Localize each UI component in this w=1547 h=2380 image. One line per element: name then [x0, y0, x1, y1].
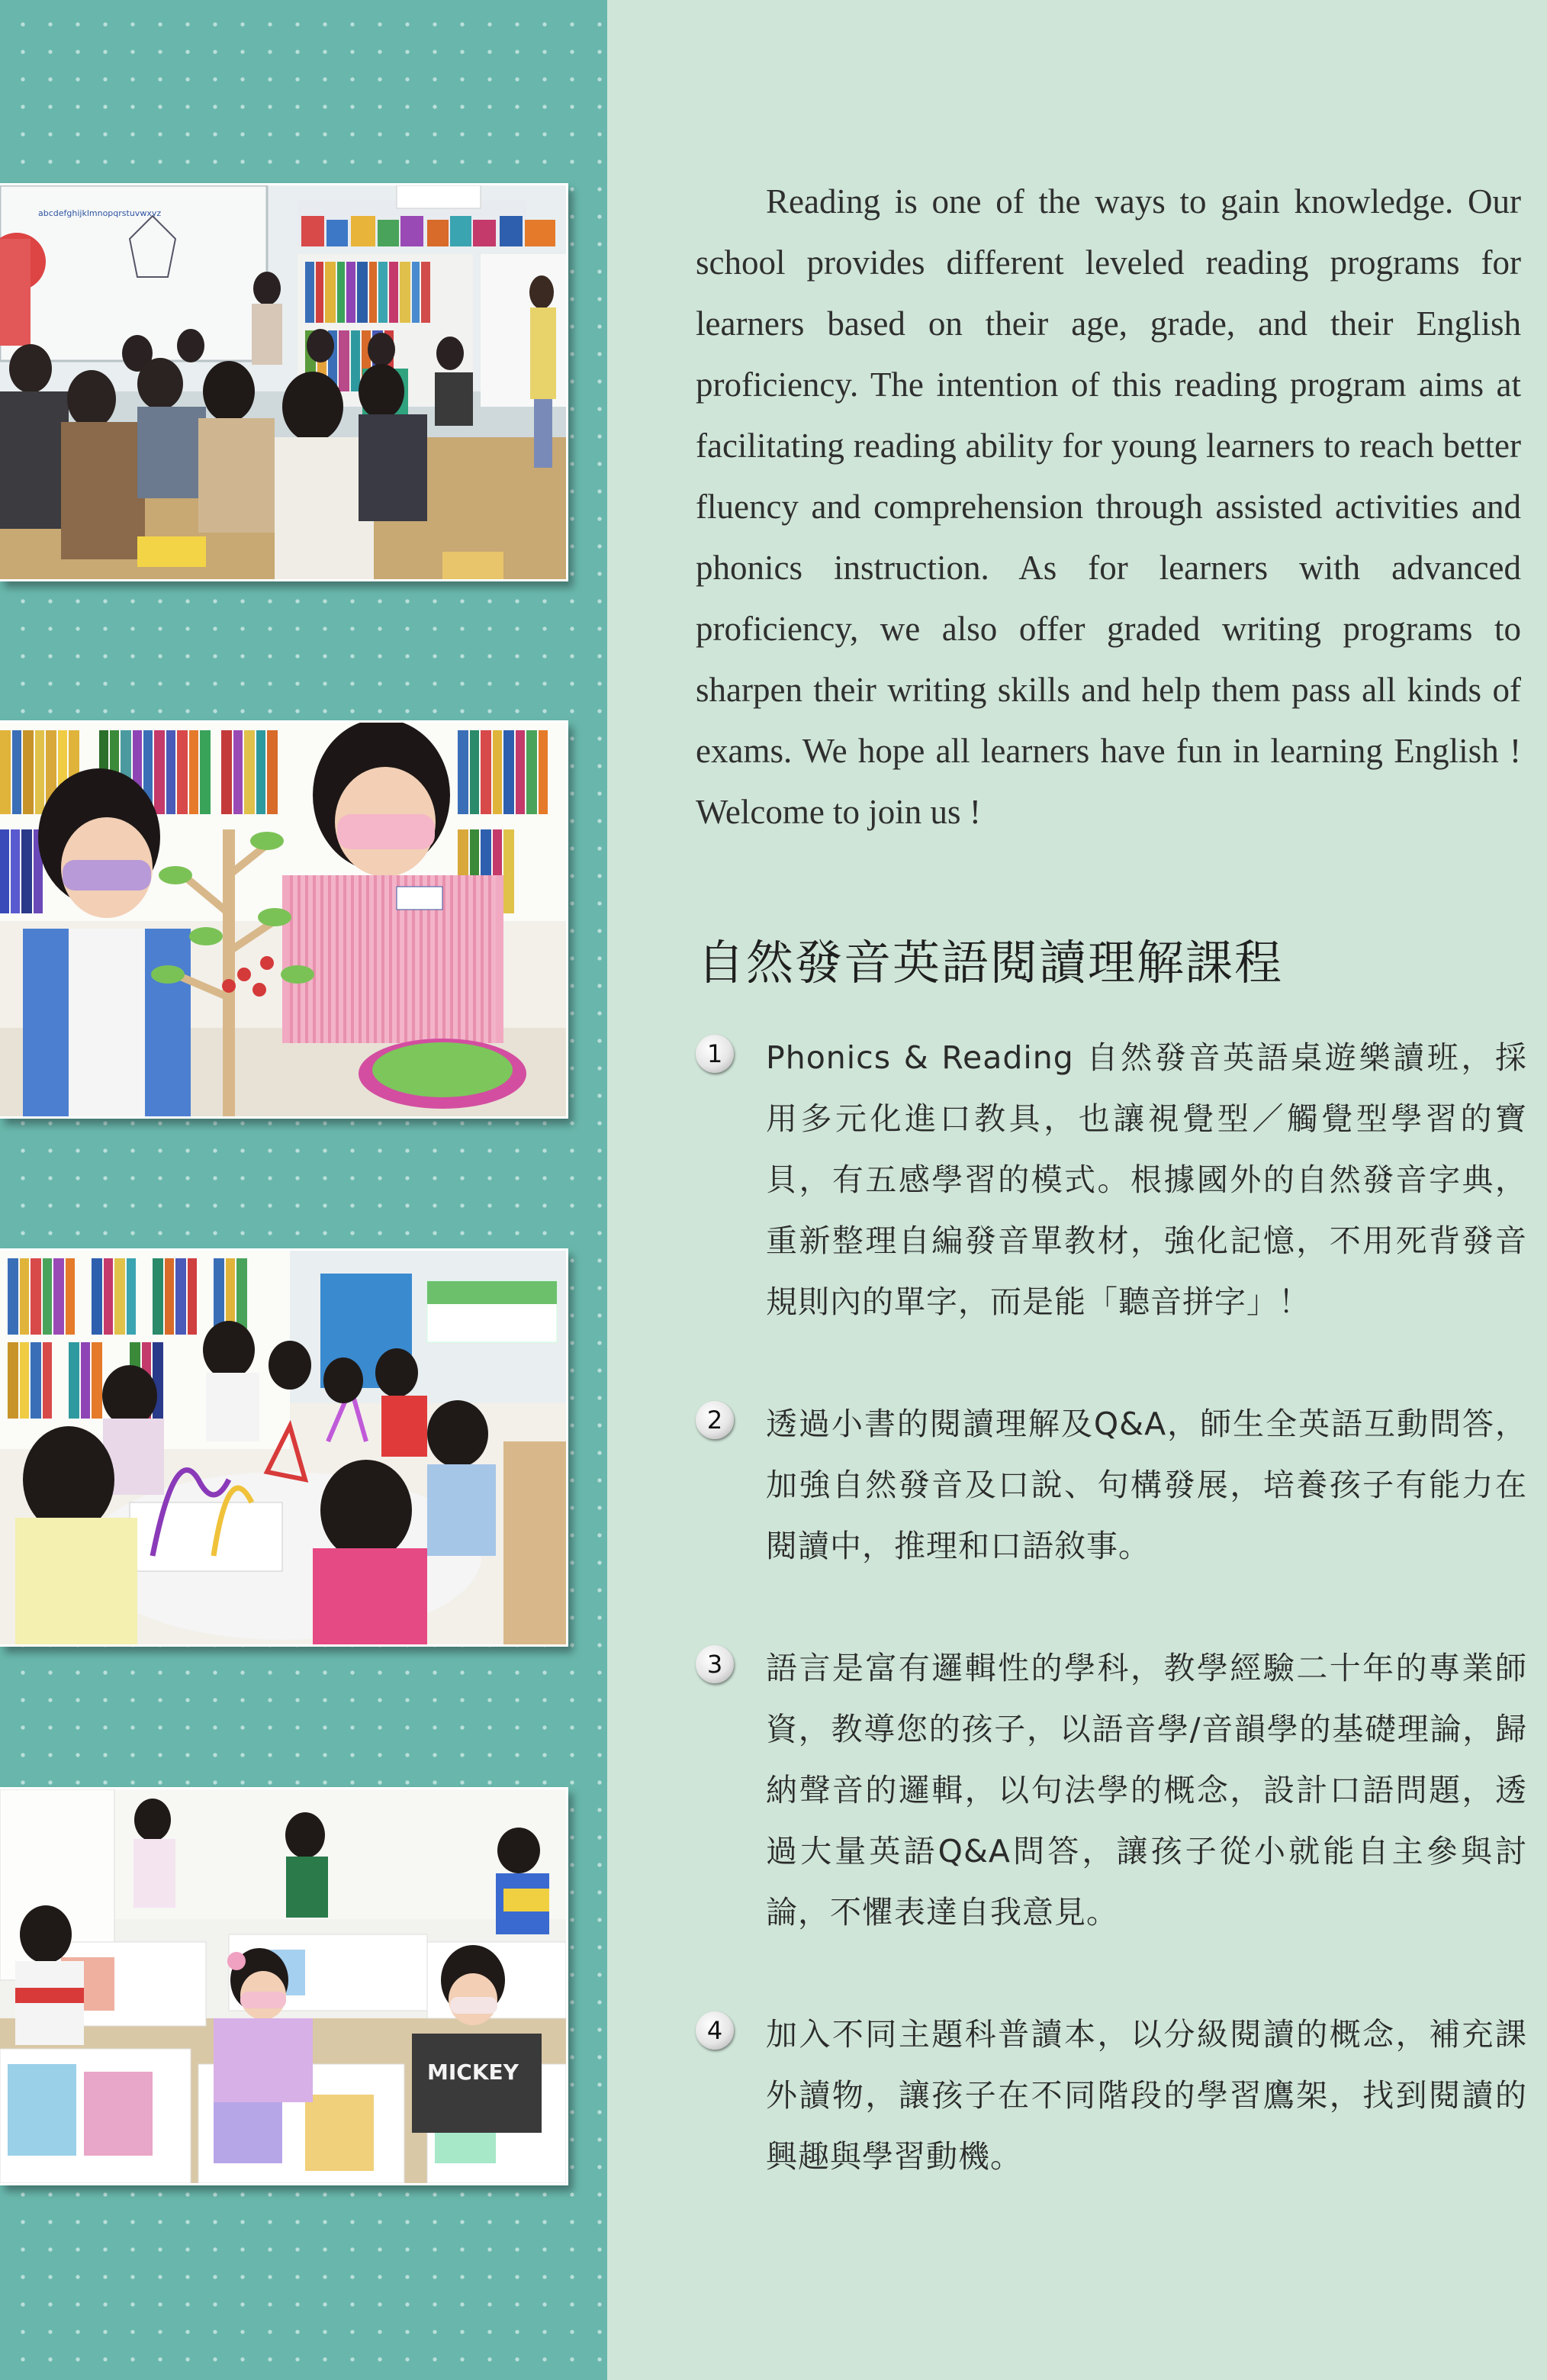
photo-craft-table	[0, 1248, 568, 1647]
course-item-text: 語言是富有邏輯性的學科，教學經驗二十年的專業師資，教導您的孩子，以語音學/音韻學的基礎理論，歸納聲音的邏輯，以句法學的概念，設計口語問題，透過大量英語Q&A問答，讓孩子從小就能自主參與討論，不懼表達自我意見。	[766, 1650, 1527, 1931]
course-item-4	[696, 2004, 1527, 2187]
number-4-icon: 4	[696, 2011, 734, 2050]
course-item-3	[696, 1638, 1527, 1943]
course-item-text: 加入不同主題科普讀本，以分級閱讀的概念，補充課外讀物，讓孩子在不同階段的學習鷹架，找到閱讀的興趣與學習動機。	[766, 2016, 1527, 2175]
dotted-left-panel	[0, 0, 607, 2380]
number-1-icon: 1	[696, 1035, 734, 1073]
board-alphabet-text: abcdefghijklmnopqrstuvwxyz	[38, 208, 162, 218]
course-item-1	[696, 1027, 1527, 1332]
number-2-icon: 2	[696, 1401, 734, 1439]
photo-felt-tree-activity	[0, 720, 568, 1119]
course-item-2	[696, 1393, 1527, 1576]
course-item-text: Phonics & Reading 自然發音英語桌遊樂讀班，採用多元化進口教具，也讓視覺型／觸覺型學習的寶貝，有五感學習的模式。根據國外的自然發音字典，重新整理自編發音單教材，強化記憶，不用死背發音規則內的單字，而是能「聽音拼字」！	[766, 1039, 1527, 1320]
course-item-text: 透過小書的閱讀理解及Q&A，師生全英語互動問答，加強自然發音及口說、句構發展，培養孩子有能力在閱讀中，推理和口語敘事。	[766, 1406, 1527, 1564]
course-title: 自然發音英語閱讀理解課程	[697, 935, 1284, 990]
intro-paragraph: Reading is one of the ways to gain knowledge. Our school provides different leveled reading programs for learners based on their age, grade, and their English proficiency. The intention of this reading program aims at facilitating reading ability for young learners to reach better fluency and comprehension through assisted activities and phonics instruction. As for learners with advanced proficiency, we also offer graded writing programs to sharpen their writing skills and help them pass all kinds of exams. We hope all learners have fun in learning English ! Welcome to join us !	[696, 182, 1521, 831]
number-3-icon: 3	[696, 1645, 734, 1683]
shirt-text: MICKEY	[427, 2060, 519, 2085]
photo-coloring-class	[0, 1787, 568, 2185]
photo-classroom-parents	[0, 183, 568, 581]
